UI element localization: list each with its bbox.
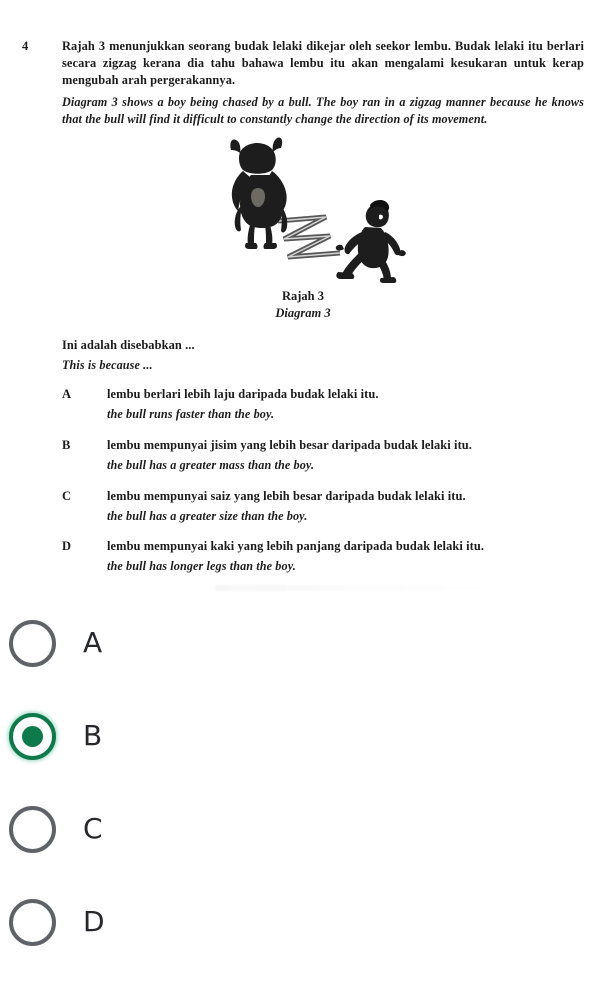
bull-illustration-icon bbox=[230, 137, 287, 249]
option-c-letter: C bbox=[62, 489, 72, 503]
option-c-malay: lembu mempunyai saiz yang lebih besar daripada budak lelaki itu. bbox=[107, 489, 466, 503]
answer-choice-a-label: A bbox=[83, 626, 103, 659]
radio-button-d-icon[interactable] bbox=[9, 899, 56, 946]
figure-caption-malay: Rajah 3 bbox=[281, 289, 325, 303]
question-stem bbox=[22, 38, 584, 128]
option-c bbox=[62, 488, 582, 525]
figure-caption bbox=[0, 288, 606, 322]
option-d-english: the bull has longer legs than the boy. bbox=[107, 559, 296, 574]
radio-button-c-icon[interactable] bbox=[9, 806, 56, 853]
option-d bbox=[62, 538, 582, 575]
question-stem-malay: Rajah 3 menunjukkan seorang budak lelaki dikejar oleh seekor lembu. Budak lelaki itu berlari secara zigzag kerana dia tahu bahawa lembu itu akan mengalami kesukaran untuk kerap mengubah arah pergerakannya. bbox=[62, 39, 584, 88]
option-a-text bbox=[107, 386, 582, 423]
boy-running-illustration-icon bbox=[336, 200, 406, 283]
radio-button-a-icon[interactable] bbox=[9, 620, 56, 667]
option-d-letter: D bbox=[62, 539, 72, 553]
option-b-malay: lembu mempunyai jisim yang lebih besar daripada budak lelaki itu. bbox=[107, 438, 472, 452]
option-b-text bbox=[107, 437, 582, 474]
option-c-text bbox=[107, 488, 582, 525]
zigzag-path-icon bbox=[278, 217, 340, 257]
figure-caption-english: Diagram 3 bbox=[275, 306, 331, 320]
answer-choice-b-label: B bbox=[83, 719, 103, 752]
option-a bbox=[62, 386, 582, 423]
answer-choice-b[interactable] bbox=[0, 699, 606, 773]
lead-in-malay: Ini adalah disebabkan ... bbox=[62, 338, 195, 352]
question-stem-body bbox=[62, 38, 584, 128]
radio-dot-b-icon bbox=[22, 726, 43, 747]
option-a-malay: lembu berlari lebih laju daripada budak lelaki itu. bbox=[107, 387, 379, 401]
scan-artifact bbox=[215, 585, 500, 591]
answer-choice-d[interactable] bbox=[0, 885, 606, 959]
answer-choice-a[interactable] bbox=[0, 606, 606, 680]
option-b bbox=[62, 437, 582, 474]
option-b-english: the bull has a greater mass than the boy. bbox=[107, 458, 315, 473]
answer-choice-d-label: D bbox=[83, 905, 105, 938]
answer-choice-list bbox=[0, 596, 606, 987]
option-b-letter: B bbox=[62, 438, 71, 452]
radio-button-b-icon[interactable] bbox=[9, 713, 56, 760]
option-d-malay: lembu mempunyai kaki yang lebih panjang daripada budak lelaki itu. bbox=[107, 539, 485, 553]
option-c-english: the bull has a greater size than the boy. bbox=[107, 509, 308, 524]
question-lead-in bbox=[62, 337, 562, 374]
diagram-3-illustration bbox=[218, 133, 418, 283]
question-number: 4 bbox=[22, 39, 29, 53]
question-stem-english: Diagram 3 shows a boy being chased by a bull. The boy ran in a zigzag manner because he knows that the bull will find it difficult to constantly change the direction of its movement. bbox=[62, 94, 584, 126]
option-a-letter: A bbox=[62, 387, 72, 401]
option-d-text bbox=[107, 538, 582, 575]
lead-in-english: This is because ... bbox=[62, 358, 153, 373]
answer-choice-c[interactable] bbox=[0, 792, 606, 866]
option-a-english: the bull runs faster than the boy. bbox=[107, 407, 275, 422]
answer-choice-c-label: C bbox=[83, 812, 103, 845]
